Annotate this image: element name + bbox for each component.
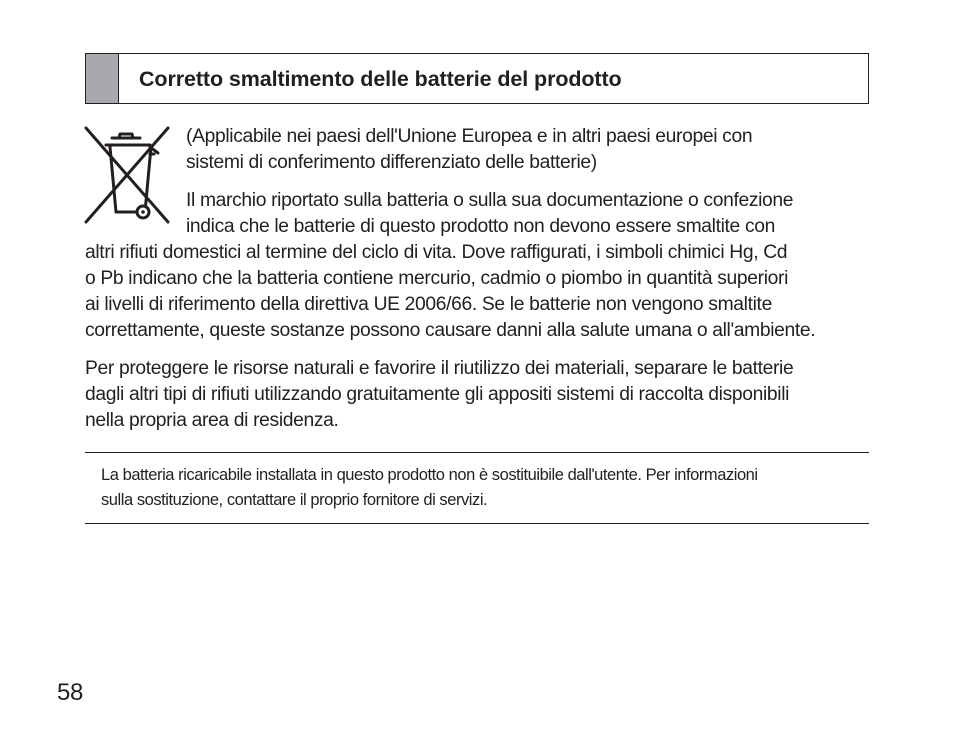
text-line: correttamente, queste sostanze possono causare danni alla salute umana o all'ambiente. bbox=[85, 320, 816, 341]
text-line: sistemi di conferimento differenziato delle batterie) bbox=[186, 152, 597, 173]
text-line: ai livelli di riferimento della direttiva UE 2006/66. Se le batterie non vengono smaltite bbox=[85, 294, 772, 315]
text-line: sulla sostituzione, contattare il proprio fornitore di servizi. bbox=[101, 491, 488, 509]
page-number: 58 bbox=[57, 679, 84, 706]
note-text bbox=[101, 463, 758, 513]
note-top-divider bbox=[85, 452, 869, 453]
text-line: Il marchio riportato sulla batteria o sulla sua documentazione o confezione bbox=[186, 190, 794, 211]
text-line: La batteria ricaricabile installata in questo prodotto non è sostituibile dall'utente. Per informazioni bbox=[101, 466, 758, 484]
section-header bbox=[85, 53, 869, 104]
text-line: o Pb indicano che la batteria contiene mercurio, cadmio o piombo in quantità superiori bbox=[85, 268, 789, 289]
note-bottom-divider bbox=[85, 523, 869, 524]
marking-paragraph-full bbox=[85, 240, 815, 344]
intro-paragraph bbox=[186, 124, 752, 176]
text-line: indica che le batterie di questo prodotto non devono essere smaltite con bbox=[186, 216, 775, 237]
crossed-out-wheelie-bin-icon bbox=[84, 126, 170, 226]
section-title: Corretto smaltimento delle batterie del prodotto bbox=[139, 67, 622, 91]
section-header-tab bbox=[86, 54, 119, 103]
marking-paragraph-indented bbox=[186, 188, 793, 240]
text-line: nella propria area di residenza. bbox=[85, 410, 339, 431]
text-line: Per proteggere le risorse naturali e favorire il riutilizzo dei materiali, separare le batterie bbox=[85, 358, 794, 379]
text-line: dagli altri tipi di rifiuti utilizzando gratuitamente gli appositi sistemi di raccolta disponibili bbox=[85, 384, 790, 405]
protect-paragraph bbox=[85, 356, 793, 434]
text-line: (Applicabile nei paesi dell'Unione Europea e in altri paesi europei con bbox=[186, 126, 753, 147]
text-line: altri rifiuti domestici al termine del ciclo di vita. Dove raffigurati, i simboli chimici Hg, Cd bbox=[85, 242, 788, 263]
